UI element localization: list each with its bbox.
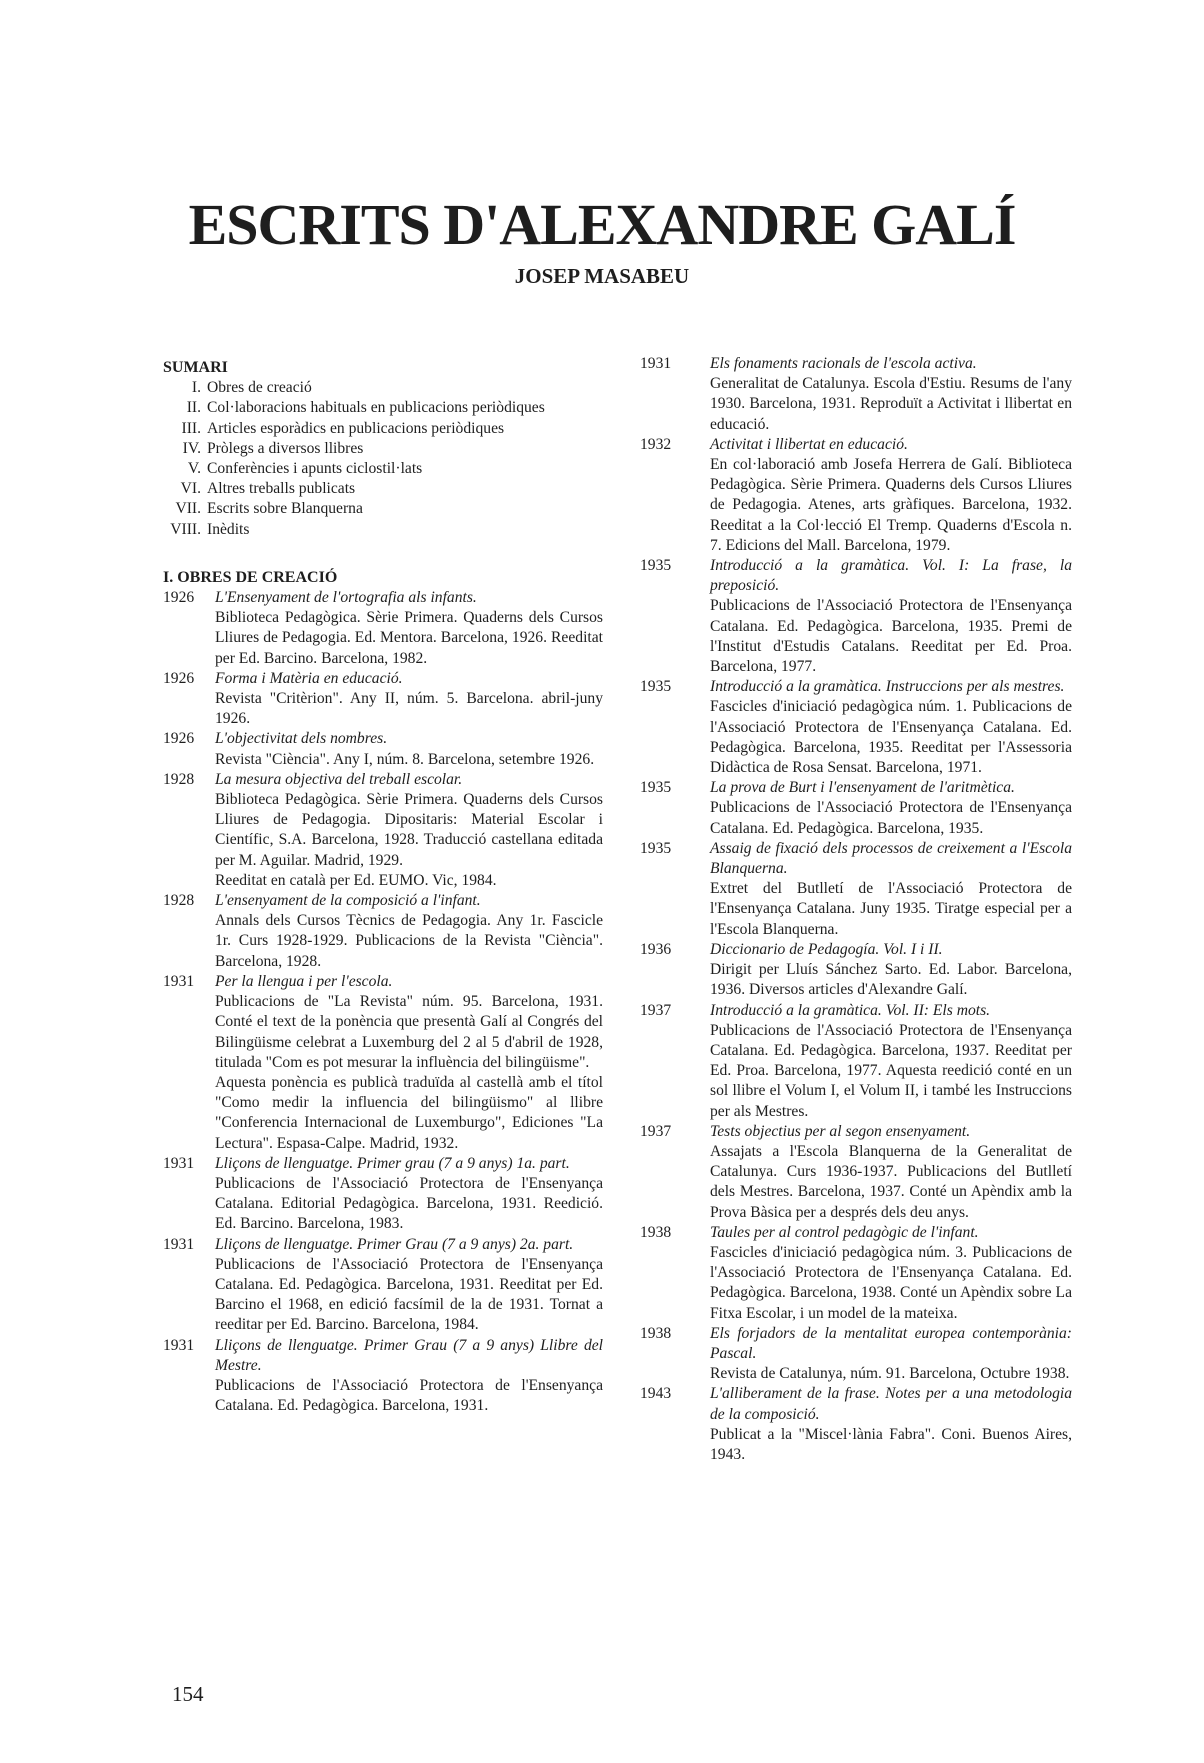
sumari-item-text: Obres de creació — [207, 379, 312, 397]
sumari-item — [163, 419, 603, 439]
entry-detail: Publicacions de l'Associació Protectora de l'Ensenyança Catalana. Ed. Pedagògica. Barcelona, 1935. — [710, 799, 1072, 837]
bibliography-entry — [640, 1223, 1072, 1324]
entry-title: Activitat i llibertat en educació. — [710, 435, 908, 453]
entry-year: 1938 — [640, 1223, 672, 1241]
sumari-item — [163, 499, 603, 519]
bibliography-entry — [640, 1324, 1072, 1385]
sumari-item — [163, 439, 603, 459]
sumari-list — [163, 378, 603, 540]
entry-title: Els fonaments racionals de l'escola activa. — [710, 355, 977, 372]
entry-detail: Dirigit per Lluís Sánchez Sarto. Ed. Labor. Barcelona, 1936. Diversos articles d'Alexandre Galí. — [710, 961, 1072, 999]
entry-title: Tests objectius per al segon ensenyament. — [710, 1122, 971, 1140]
entry-title: Lliçons de llenguatge. Primer Grau (7 a 9 anys) 2a. part. — [215, 1235, 574, 1253]
entry-year: 1931 — [163, 972, 195, 990]
sumari-item-text: Pròlegs a diversos llibres — [207, 439, 364, 457]
entry-year: 1926 — [163, 589, 195, 607]
bibliography-entry — [163, 1336, 603, 1417]
entry-year: 1938 — [640, 1324, 672, 1342]
entry-title: Assaig de fixació dels processos de creixement a l'Escola Blanquerna. — [710, 839, 1072, 878]
entry-detail: Biblioteca Pedagògica. Sèrie Primera. Quaderns dels Cursos Lliures de Pedagogia. Dipositaris: Material Escolar i Científic, S.A. Barcelona, 1928. Traducció castellana editada per M. Aguilar. Madrid, 1929. — [215, 791, 603, 869]
entry-year: 1926 — [163, 669, 195, 687]
sumari-item-text: Conferències i apunts ciclostil·lats — [207, 460, 423, 478]
page-number: 154 — [172, 1682, 204, 1706]
bibliography-entry — [163, 972, 603, 1154]
entry-title: Diccionario de Pedagogía. Vol. I i II. — [710, 940, 943, 958]
entry-detail: Revista de Catalunya, núm. 91. Barcelona, Octubre 1938. — [710, 1365, 1070, 1383]
sumari-item — [163, 479, 603, 499]
entry-year: 1935 — [640, 557, 672, 575]
bibliography-entry — [640, 435, 1072, 556]
sumari-item-number: VII. — [175, 500, 201, 518]
sumari-item-number: VIII. — [170, 520, 201, 538]
entry-detail-extra: Aquesta ponència es publicà traduïda al castellà amb el títol "Como medir la influencia del bilingüismo" al llibre "Conferencia Internacional de Luxemburgo", Ediciones "La Lectura". Espasa-Calpe. Madrid, 1932. — [215, 1073, 603, 1152]
bibliography-entry — [640, 556, 1072, 677]
entry-year: 1932 — [640, 435, 672, 453]
entry-title: Per la llengua i per l'escola. — [215, 972, 393, 990]
bibliography-entry — [640, 677, 1072, 778]
entry-year: 1931 — [163, 1235, 195, 1253]
entry-title: La mesura objectiva del treball escolar. — [215, 770, 463, 788]
entry-title: Introducció a la gramàtica. Vol. II: Els mots. — [710, 1001, 991, 1019]
right-column — [640, 354, 1072, 1465]
entry-year: 1928 — [163, 770, 195, 788]
sumari-item-number: VI. — [180, 480, 201, 498]
bibliography-entry — [640, 940, 1072, 1001]
entry-detail: Revista "Critèrion". Any II, núm. 5. Barcelona. abril-juny 1926. — [215, 690, 603, 728]
section-heading: I. OBRES DE CREACIÓ — [163, 568, 338, 586]
entry-year: 1931 — [163, 1336, 195, 1354]
entry-detail: Publicacions de l'Associació Protectora de l'Ensenyança Catalana. Ed. Pedagògica. Barcelona, 1937. Reeditat per Ed. Proa. Barcelona, 1977. Aquesta reedició conté en un sol llibre el Volum I, el Volum II, i també les Instruccions per als Mestres. — [710, 1021, 1072, 1120]
document-title: ESCRITS D'ALEXANDRE GALÍ — [188, 192, 1016, 257]
entry-title: L'ensenyament de la composició a l'infant. — [215, 892, 481, 910]
entry-title: La prova de Burt i l'ensenyament de l'aritmètica. — [710, 779, 1015, 797]
entry-detail: Fascicles d'iniciació pedagògica núm. 3. Publicacions de l'Associació Protectora de l'Ensenyança Catalana. Ed. Pedagògica. Barcelona, 1938. Conté un Apèndix sobre La Fitxa Escolar, i un model de la mateixa. — [710, 1243, 1072, 1322]
entry-detail: Publicacions de "La Revista" núm. 95. Barcelona, 1931. Conté el text de la ponència que presentà Galí al Congrés del Bilingüisme celebrat a Luxemburg del 2 al 5 d'abril de 1928, titulada "Com es pot mesurar la influència del bilingüisme". — [215, 993, 603, 1071]
entry-title: L'alliberament de la frase. Notes per a una metodologia de la composició. — [710, 1385, 1072, 1423]
entry-detail: Annals dels Cursos Tècnics de Pedagogia. Any 1r. Fascicle 1r. Curs 1928-1929. Publicacions de la Revista "Ciència". Barcelona, 1928. — [215, 912, 603, 970]
entry-year: 1935 — [640, 779, 672, 797]
bibliography-entry — [163, 1235, 603, 1336]
entry-title: Introducció a la gramàtica. Instruccions per als mestres. — [710, 678, 1065, 696]
bibliography-entry — [640, 1001, 1072, 1122]
entry-year: 1928 — [163, 892, 195, 910]
sumari-item-text: Escrits sobre Blanquerna — [207, 500, 363, 518]
sumari-heading: SUMARI — [163, 359, 228, 376]
sumari-item-number: II. — [186, 399, 201, 417]
bibliography-entry — [163, 588, 603, 669]
entry-year: 1937 — [640, 1001, 672, 1019]
bibliography-entry — [163, 1154, 603, 1235]
entry-year: 1937 — [640, 1122, 672, 1140]
bibliography-entry — [640, 354, 1072, 435]
sumari-item — [163, 459, 603, 479]
entry-title: Lliçons de llenguatge. Primer grau (7 a 9 anys) 1a. part. — [215, 1154, 570, 1172]
entry-title: Lliçons de llenguatge. Primer Grau (7 a 9 anys) Llibre del Mestre. — [215, 1336, 603, 1374]
sumari-item — [163, 398, 603, 418]
entry-year: 1943 — [640, 1385, 672, 1403]
bibliography-entry — [163, 669, 603, 730]
sumari-item-text: Altres treballs publicats — [207, 480, 356, 498]
entry-detail: En col·laboració amb Josefa Herrera de Galí. Biblioteca Pedagògica. Sèrie Primera. Quaderns dels Cursos Lliures de Pedagogia. Atenes, arts gràfiques. Barcelona, 1932. Reeditat a la Col·lecció El Tremp. Quaderns d'Escola n. 7. Edicions del Mall. Barcelona, 1979. — [710, 456, 1072, 554]
sumari-item-number: I. — [191, 379, 201, 397]
bibliography-entry — [640, 1122, 1072, 1223]
sumari-item-text: Articles esporàdics en publicacions periòdiques — [207, 419, 505, 437]
entry-year: 1931 — [163, 1154, 195, 1172]
bibliography-entry — [163, 891, 603, 972]
entry-title: Forma i Matèria en educació. — [215, 669, 403, 687]
entry-detail: Biblioteca Pedagògica. Sèrie Primera. Quaderns dels Cursos Lliures de Pedagogia. Ed. Mentora. Barcelona, 1926. Reeditat per Ed. Barcino. Barcelona, 1982. — [215, 609, 603, 667]
entry-detail: Fascicles d'iniciació pedagògica núm. 1. Publicacions de l'Associació Protectora de l'Ensenyança Catalana. Ed. Pedagògica. Barcelona, 1935. Reeditat per l'Assessoria Didàctica de Rosa Sensat. Barcelona, 1971. — [710, 698, 1072, 777]
entry-year: 1931 — [640, 355, 672, 372]
entry-year: 1926 — [163, 730, 195, 748]
entry-year: 1936 — [640, 940, 672, 958]
entry-detail: Publicacions de l'Associació Protectora de l'Ensenyança Catalana. Ed. Pedagògica. Barcelona, 1931. Reeditat per Ed. Barcino el 1968, en edició facsímil de la de 1931. Tornat a reeditar per Ed. Barcino. Barcelona, 1984. — [215, 1255, 603, 1334]
bibliography-entry — [640, 778, 1072, 839]
bibliography-entry — [163, 770, 603, 891]
entry-detail: Publicacions de l'Associació Protectora de l'Ensenyança Catalana. Editorial Pedagògica. Barcelona, 1931. Reedició. Ed. Barcino. Barcelona, 1983. — [215, 1174, 603, 1233]
entry-detail: Assajats a l'Escola Blanquerna de la Generalitat de Catalunya. Curs 1936-1937. Publicacions del Butlletí dels Mestres. Barcelona, 1937. Conté un Apèndix amb la Prova Bàsica per a després dels deu anys. — [710, 1142, 1072, 1221]
entry-detail: Extret del Butlletí de l'Associació Protectora de l'Ensenyança Catalana. Juny 1935. Tiratge especial per a l'Escola Blanquerna. — [710, 880, 1072, 938]
bibliography-entry — [640, 839, 1072, 940]
entry-title: L'Ensenyament de l'ortografia als infants. — [215, 589, 477, 607]
sumari-item-number: IV. — [182, 439, 201, 457]
entry-title: Taules per al control pedagògic de l'infant. — [710, 1223, 979, 1241]
author-name: JOSEP MASABEU — [514, 264, 690, 288]
entry-year: 1935 — [640, 839, 672, 857]
entry-detail-extra: Reeditat en català per Ed. EUMO. Vic, 1984. — [215, 871, 497, 889]
sumari-item-text: Inèdits — [207, 520, 250, 538]
entry-detail: Publicat a la "Miscel·lània Fabra". Coni. Buenos Aires, 1943. — [710, 1425, 1072, 1463]
bibliography-entry — [640, 1384, 1072, 1465]
entry-detail: Generalitat de Catalunya. Escola d'Estiu. Resums de l'any 1930. Barcelona, 1931. Reproduït a Activitat i llibertat en educació. — [710, 375, 1072, 433]
entry-detail: Publicacions de l'Associació Protectora de l'Ensenyança Catalana. Ed. Pedagògica. Barcelona, 1931. — [215, 1376, 603, 1415]
entry-title: Introducció a la gramàtica. Vol. I: La frase, la preposició. — [710, 557, 1072, 595]
entry-title: Els forjadors de la mentalitat europea contemporània: Pascal. — [710, 1324, 1072, 1362]
bibliography-entry — [163, 729, 603, 769]
sumari-item — [163, 378, 603, 398]
entry-title: L'objectivitat dels nombres. — [215, 730, 388, 748]
left-column — [163, 358, 603, 1416]
entry-detail: Revista "Ciència". Any I, núm. 8. Barcelona, setembre 1926. — [215, 750, 595, 768]
sumari-item — [163, 520, 603, 540]
sumari-item-number: III. — [181, 419, 201, 437]
entry-detail: Publicacions de l'Associació Protectora de l'Ensenyança Catalana. Ed. Pedagògica. Barcelona, 1935. Premi de l'Institut d'Estudis Catalans. Reeditat per Ed. Proa. Barcelona, 1977. — [710, 597, 1072, 676]
sumari-item-number: V. — [187, 460, 201, 478]
entry-year: 1935 — [640, 678, 672, 696]
sumari-item-text: Col·laboracions habituals en publicacions periòdiques — [207, 399, 545, 417]
